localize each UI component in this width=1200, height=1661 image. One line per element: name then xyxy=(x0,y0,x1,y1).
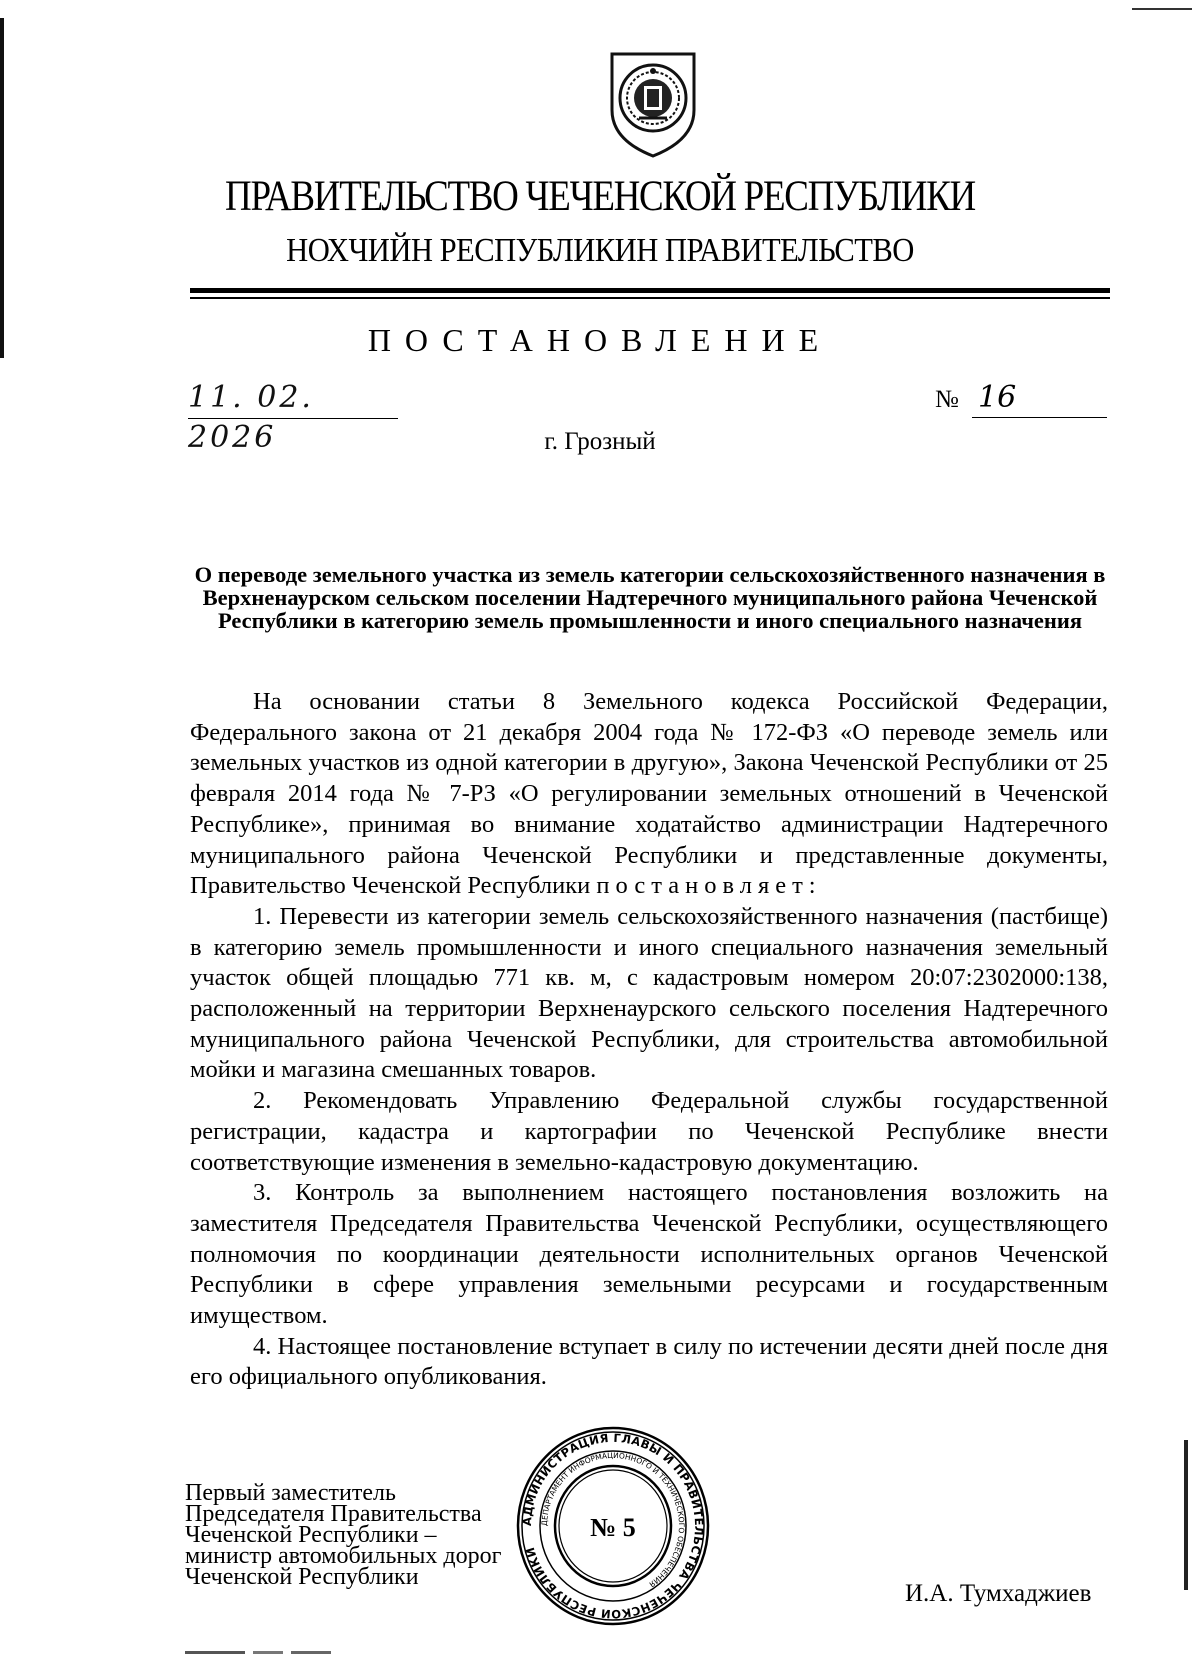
org-name-russian: ПРАВИТЕЛЬСТВО ЧЕЧЕНСКОЙ РЕСПУБЛИКИ xyxy=(225,173,975,220)
signatory-line: Чеченской Республики xyxy=(185,1564,419,1590)
stamp-outer-text: АДМИНИСТРАЦИЯ ГЛАВЫ И ПРАВИТЕЛЬСТВА ЧЕЧЕНСКОЙ РЕСПУБЛИКИ xyxy=(519,1430,707,1622)
signatory-line: министр автомобильных дорог xyxy=(185,1543,502,1569)
header-rule xyxy=(190,288,1110,293)
document-date: 11. 02. 2026 xyxy=(188,378,398,419)
scan-edge-mark-right xyxy=(1184,1440,1188,1590)
paragraph-intro xyxy=(190,687,1108,902)
paragraph-intro-text: На основании статьи 8 Земельного кодекса Российской Федерации, Федерального закона от 21 декабря 2004 года № 172-ФЗ «О переводе земель или земельных участков из одной категории в другую», Закона Чеченской Республики от 25 февраля 2014 года № 7-РЗ «О регулировании земельных отношений в Чеченской Республике», принимая во внимание ходатайство администрации Надтеречного муниципального района Чеченской Республики и представленные документы, Правительство Чеченской Республики xyxy=(190,688,1108,900)
document-number: 16 xyxy=(972,378,1107,418)
paragraph-1: 1. Перевести из категории земель сельскохозяйственного назначения (пастбище) в категорию земель промышленности и иного специального назначения земельный участок общей площадью 771 кв. м, с кадастровым номером 20:07:2302000:138, расположенный на территории Верхненаурского сельского поселения Надтеречного муниципального района Чеченской Республики, для строительства автомобильной мойки и магазина смешанных товаров. xyxy=(190,902,1108,1084)
signatory-line: Председателя Правительства xyxy=(185,1501,482,1527)
stamp-number: № 5 xyxy=(590,1513,636,1542)
document-title: О переводе земельного участка из земель категории сельскохозяйственного назначения в Верхненаурском сельском поселении Надтеречного муниципального района Чеченской Республики в категорию земель промышленности и иного специального назначения xyxy=(194,562,1106,633)
number-sign: № xyxy=(935,386,959,413)
header-rule-thin xyxy=(190,297,1110,299)
scan-edge-mark xyxy=(0,18,4,358)
decree-verb: постановляет: xyxy=(596,872,822,900)
footer-scan-mark xyxy=(185,1650,385,1656)
scan-edge-mark-top xyxy=(1132,8,1192,10)
signatory-title xyxy=(185,1480,502,1590)
org-name-chechen: НОХЧИЙН РЕСПУБЛИКИН ПРАВИТЕЛЬСТВО xyxy=(286,232,914,269)
document-body xyxy=(190,687,1108,1393)
document-city: г. Грозный xyxy=(544,428,656,455)
paragraph-2: 2. Рекомендовать Управлению Федеральной службы государственной регистрации, кадастра и картографии по Чеченской Республике внести соответствующие изменения в земельно-кадастровую документацию. xyxy=(190,1087,1108,1176)
signatory-line: Чеченской Республики – xyxy=(185,1522,437,1548)
official-stamp xyxy=(515,1425,711,1627)
paragraph-4: 4. Настоящее постановление вступает в силу по истечении десяти дней после дня его официального опубликования. xyxy=(190,1332,1108,1391)
signatory-name: И.А. Тумхаджиев xyxy=(905,1580,1092,1607)
stamp-inner-text: ДЕПАРТАМЕНТ ИНФОРМАЦИОННОГО И ТЕХНИЧЕСКОГО ОБЕСПЕЧЕНИЯ xyxy=(539,1450,687,1590)
document-type: ПОСТАНОВЛЕНИЕ xyxy=(367,322,833,358)
coat-of-arms-icon xyxy=(606,48,700,160)
paragraph-3: 3. Контроль за выполнением настоящего постановления возложить на заместителя Председателя Правительства Чеченской Республики, осуществляющего полномочия по координации деятельности исполнительных органов Чеченской Республики в сфере управления земельными ресурсами и государственным имуществом. xyxy=(190,1179,1108,1330)
signatory-line: Первый заместитель xyxy=(185,1480,396,1506)
